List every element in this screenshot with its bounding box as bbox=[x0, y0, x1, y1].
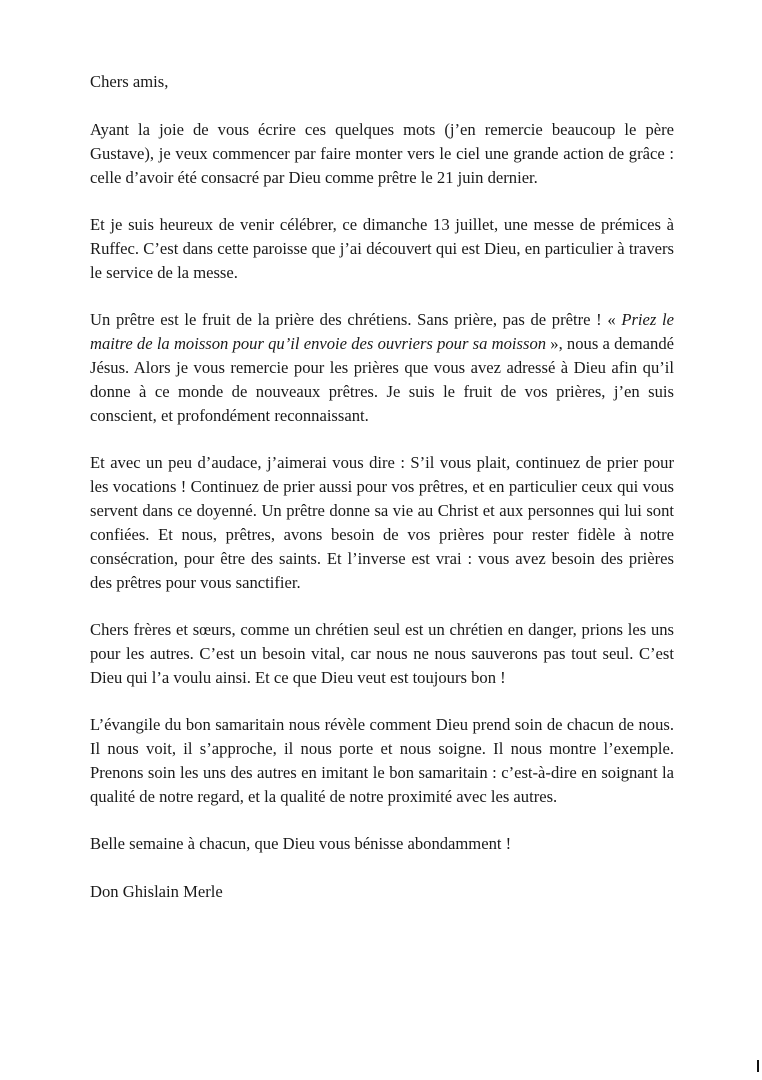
paragraph-prayer-rest: », nous a demandé Jésus. Alors je vous remercie pour les prières que vous avez adressé à Dieu afin qu’il donne à ce monde de nouveaux prêtres. Je suis le fruit de vos prières, j’en suis conscient, et profondément reconnaissant. bbox=[90, 334, 674, 425]
paragraph-prayer bbox=[90, 308, 674, 428]
paragraph-good-samaritan: L’évangile du bon samaritain nous révèle comment Dieu prend soin de chacun de nous. Il nous voit, il s’approche, il nous porte et nous soigne. Il nous montre l’exemple. Prenons soin les uns des autres en imitant le bon samaritain : c’est-à-dire en soignant la qualité de notre regard, et la qualité de notre proximité avec les autres. bbox=[90, 715, 674, 806]
closing-line: Belle semaine à chacun, que Dieu vous bénisse abondamment ! bbox=[90, 834, 512, 853]
paragraph-prayer-intro: Un prêtre est le fruit de la prière des chrétiens. Sans prière, pas de prêtre ! « bbox=[90, 310, 622, 329]
letter-body bbox=[90, 70, 674, 904]
paragraph-mutual-prayer: Chers frères et sœurs, comme un chrétien seul est un chrétien en danger, prions les uns pour les autres. C’est un besoin vital, car nous ne nous sauverons pas tout seul. C’est Dieu qui l’a voulu ainsi. Et ce que Dieu veut est toujours bon ! bbox=[90, 620, 674, 687]
scan-edge-mark bbox=[757, 1060, 759, 1072]
signature: Don Ghislain Merle bbox=[90, 882, 223, 901]
gospel-quote: Priez le maitre de la moisson pour qu’il envoie des ouvriers pour sa moisson bbox=[90, 310, 675, 353]
salutation: Chers amis, bbox=[90, 72, 169, 91]
paragraph-vocations: Et avec un peu d’audace, j’aimerai vous dire : S’il vous plait, continuez de prier pour les vocations ! Continuez de prier aussi pour vos prêtres, et en particulier ceux qui vous servent dans ce doyenné. Un prêtre donne sa vie au Christ et aux personnes qui lui sont confiées. Et nous, prêtres, avons besoin de vos prières pour rester fidèle à notre consécration, pour être des saints. Et l’inverse est vrai : vous avez besoin des prières des prêtres pour vous sanctifier. bbox=[90, 453, 674, 592]
paragraph-thanksgiving: Ayant la joie de vous écrire ces quelques mots (j’en remercie beaucoup le père Gustave), je veux commencer par faire monter vers le ciel une grande action de grâce : celle d’avoir été consacré par Dieu comme prêtre le 21 juin dernier. bbox=[90, 120, 674, 187]
paragraph-first-mass: Et je suis heureux de venir célébrer, ce dimanche 13 juillet, une messe de prémices à Ruffec. C’est dans cette paroisse que j’ai découvert qui est Dieu, en particulier à travers le service de la messe. bbox=[90, 215, 674, 282]
